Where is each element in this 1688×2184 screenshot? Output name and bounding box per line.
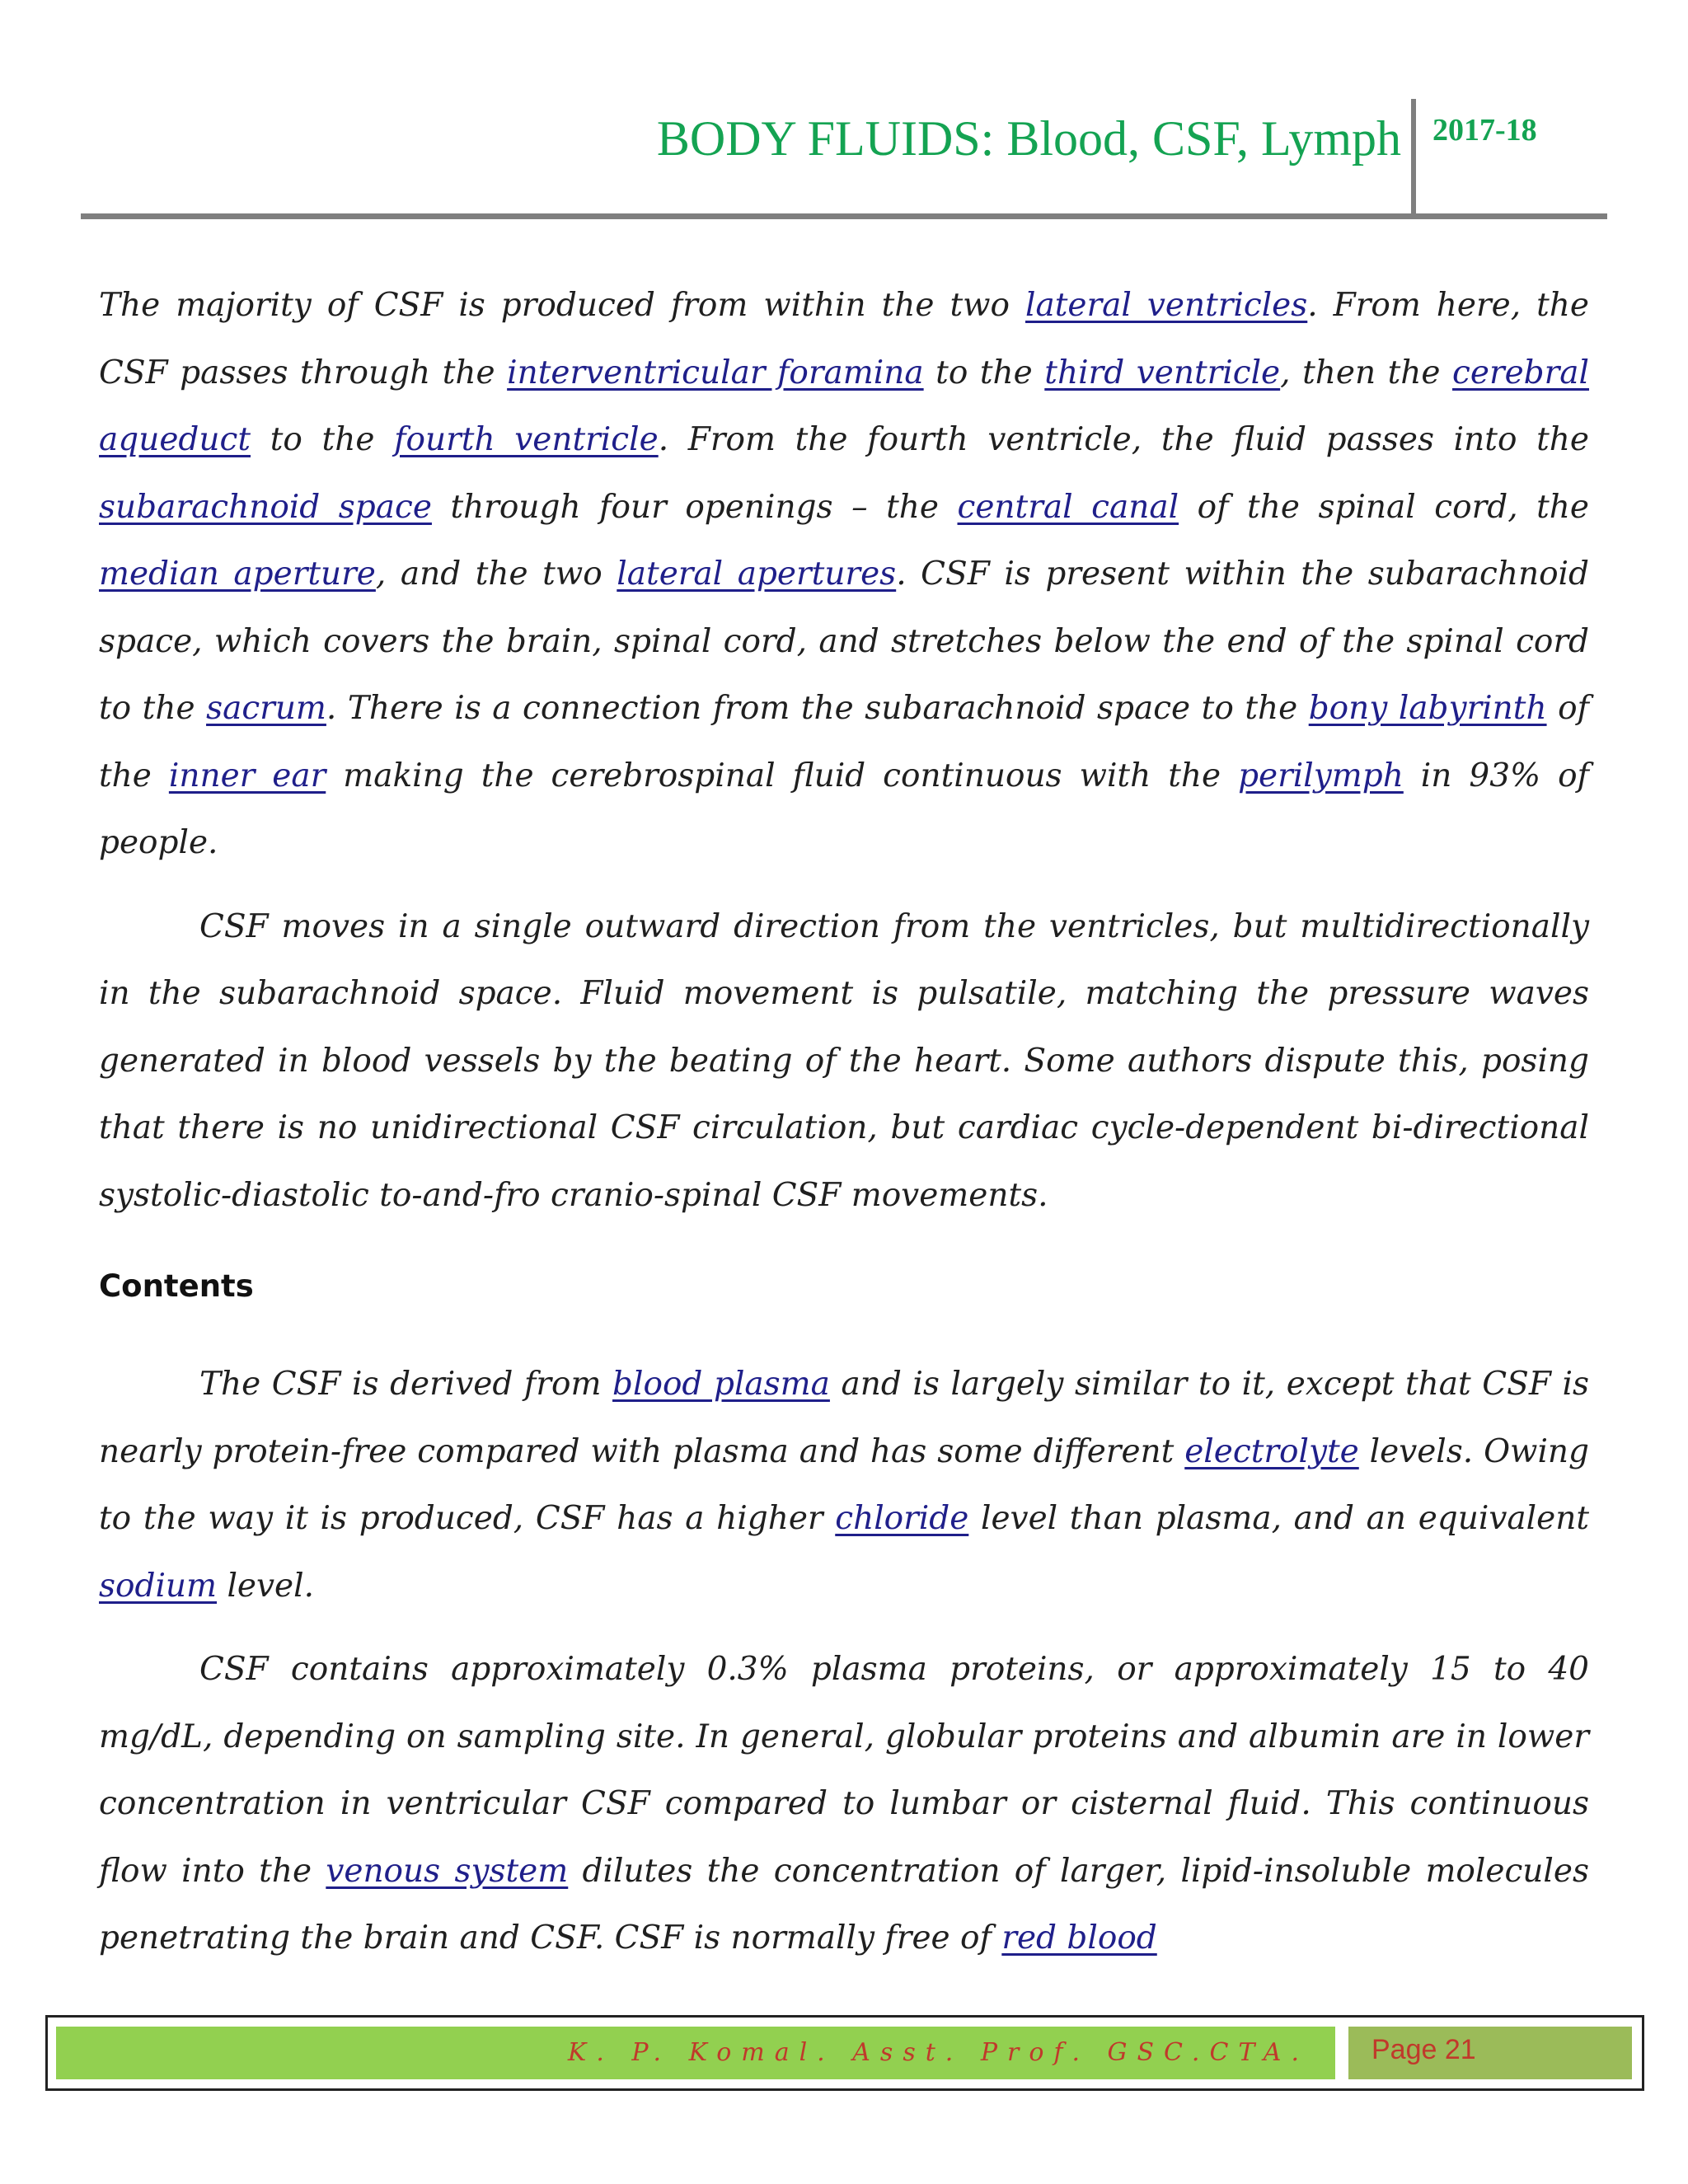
text-run: of the spinal cord, the [1179,488,1589,526]
text-run: to the [251,421,395,458]
text-run: level. [217,1567,314,1605]
link-interventricular-foramina[interactable]: interventricular foramina [507,354,924,391]
link-median-aperture[interactable]: median aperture [99,555,376,593]
contents-heading: Contents [99,1268,254,1304]
text-run: The CSF is derived from [199,1366,613,1403]
paragraph-csf-composition [99,1351,1589,1619]
link-chloride[interactable]: chloride [835,1500,969,1537]
link-central-canal[interactable]: central canal [957,488,1179,526]
link-red-blood[interactable]: red blood [1001,1919,1157,1957]
document-body [99,272,1589,1972]
header-rule [81,213,1607,219]
text-run: . There is a connection from the subarachnoid space to the [326,690,1309,727]
link-lateral-apertures[interactable]: lateral apertures [617,555,897,593]
link-sacrum[interactable]: sacrum [206,690,326,727]
text-run: dilutes the concentration of larger, lipid-insoluble molecules penetrating the brain and CSF. CSF is normally free of [99,1852,1589,1957]
footer-author: K. P. Komal. Asst. Prof. GSC.CTA. [567,2038,1309,2067]
page-number: Page 21 [1348,2027,1632,2079]
text-run: levels. Owing to the way it is produced, CSF has a higher [99,1432,1589,1537]
link-inner-ear[interactable]: inner ear [168,757,326,794]
header-divider [1411,99,1416,214]
text-run: and is largely similar to it, except that CSF is nearly protein-free compared with plasma and has some different [99,1366,1589,1470]
link-lateral-ventricles[interactable]: lateral ventricles [1025,287,1308,324]
link-cerebral-aqueduct[interactable]: cerebral aqueduct [99,354,1590,458]
text-run: level than plasma, and an equivalent [968,1500,1589,1537]
text-run: through four openings – the [431,488,958,526]
text-run: in 93% of people. [99,757,1589,861]
text-run: CSF contains approximately 0.3% plasma proteins, or approximately 15 to 40 mg/dL, depending on sampling site. In general, globular proteins and albumin are in lower concentration in ventricular CSF compared to lumbar or cisternal fluid. This continuous flow into the [99,1651,1589,1890]
link-perilymph[interactable]: perilymph [1238,757,1404,794]
footer-divider [1335,2027,1348,2079]
link-bony-labyrinth[interactable]: bony labyrinth [1308,690,1547,727]
text-run: The majority of CSF is produced from within the two [99,287,1025,324]
link-sodium[interactable]: sodium [99,1567,218,1605]
text-run: to the [923,354,1045,391]
paragraph-csf-movement [99,893,1589,1230]
text-run: of the [99,690,1589,794]
link-blood-plasma[interactable]: blood plasma [612,1366,830,1403]
text-run: CSF moves in a single outward direction from the ventricles, but multidirectionally in the subarachnoid space. Fluid movement is pulsatile, matching the pressure waves generated in blood vessels by the beating of the heart. Some authors dispute this, posing that there is no unidirectional CSF circulation, but cardiac cycle-dependent bi-directional systolic-diastolic to-and-fro cranio-spinal CSF movements. [99,907,1589,1214]
text-run: . From the fourth ventricle, the fluid passes into the [658,421,1589,458]
text-run: . From here, the CSF passes through the [99,287,1589,391]
link-venous-system[interactable]: venous system [326,1852,569,1890]
text-run: , and the two [375,555,617,593]
header-title: BODY FLUIDS: Blood, CSF, Lymph [656,111,1401,166]
text-run: , then the [1280,354,1453,391]
paragraph-csf-proteins [99,1636,1589,1972]
header-year: 2017-18 [1432,113,1537,148]
text-run: . CSF is present within the subarachnoid space, which covers the brain, spinal cord, and stretches below the end of the spinal cord to the [99,555,1589,727]
link-electrolyte[interactable]: electrolyte [1184,1432,1359,1470]
link-third-ventricle[interactable]: third ventricle [1044,354,1281,391]
link-fourth-ventricle[interactable]: fourth ventricle [394,421,659,458]
text-run: making the cerebrospinal fluid continuous with the [326,757,1239,794]
paragraph-csf-production [99,272,1589,877]
link-subarachnoid-space[interactable]: subarachnoid space [99,488,432,526]
